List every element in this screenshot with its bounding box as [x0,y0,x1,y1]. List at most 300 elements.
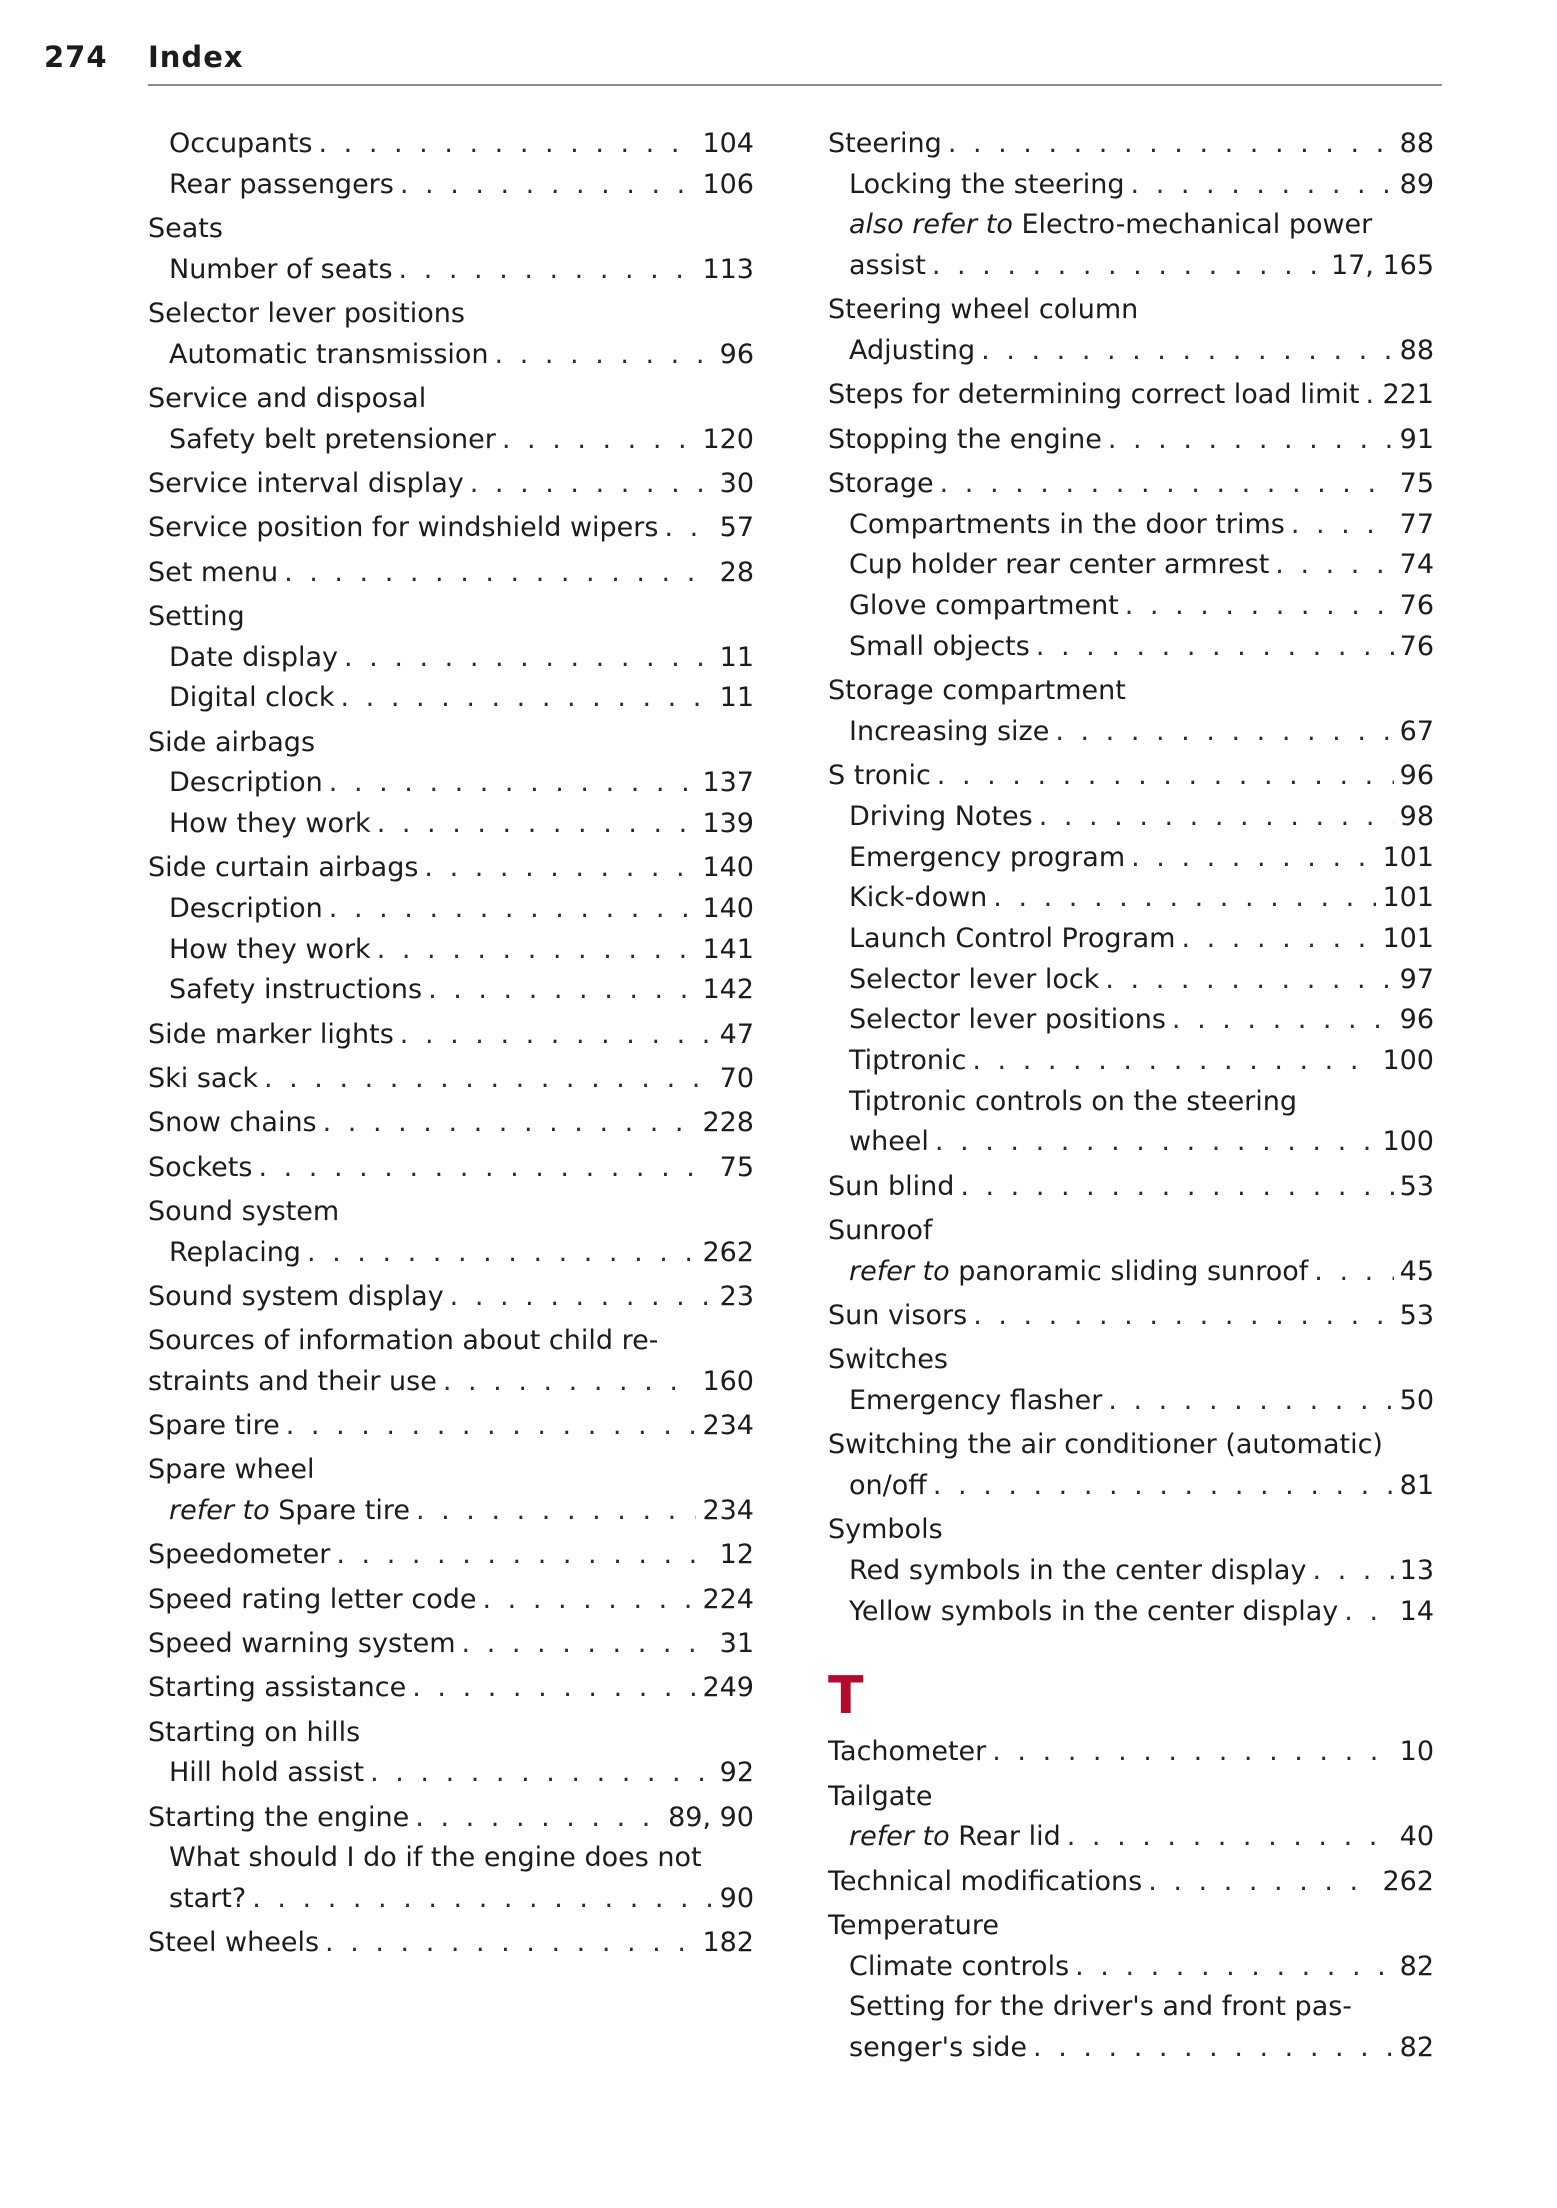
dot-leader [400,1015,714,1056]
index-term-text: Safety instructions [169,974,423,1006]
index-term-text: Electro-mechanical power [1021,209,1373,241]
index-term-text: Sun visors [828,1300,968,1332]
page-reference: 50 [1399,1385,1434,1417]
dot-leader [972,1041,1376,1082]
index-term-text: Hill hold assist [169,1757,365,1789]
index-entry [148,1535,754,1576]
index-term [148,1321,658,1362]
index-entry [148,723,754,764]
index-entry [828,756,1434,797]
index-subentry [828,1082,1434,1163]
index-term [148,379,426,420]
page-reference: 11 [719,641,754,673]
index-term [169,165,394,206]
index-term [169,420,496,461]
page-reference: 106 [702,168,754,200]
cross-reference-prefix: refer to [169,1495,270,1527]
index-entry [828,1732,1434,1773]
dot-leader [258,1148,713,1189]
index-term-text: Switches [828,1344,948,1376]
dot-leader [1365,375,1376,416]
page-reference: 77 [1399,508,1434,540]
index-term-text: Tailgate [828,1780,933,1812]
index-term [849,165,1125,206]
page-reference: 88 [1399,128,1434,159]
page-reference: 76 [1399,630,1434,662]
page-reference: 92 [719,1757,754,1789]
index-subentry [148,930,754,971]
page-reference: 140 [702,852,754,884]
dot-leader [973,1296,1393,1337]
page-reference: 100 [1382,1126,1434,1158]
page-reference: 224 [702,1583,754,1615]
page-reference: 82 [1399,1950,1434,1982]
index-subentry [148,420,754,461]
index-term-continuation: assist [849,250,926,282]
index-term [148,1798,409,1839]
index-term [828,1340,948,1381]
index-entry [148,209,754,250]
page-reference: 76 [1399,590,1434,622]
index-term [169,1753,364,1794]
index-term-text: Selector lever positions [849,1004,1166,1036]
index-entry [148,597,754,638]
index-entry [828,1425,1434,1506]
page-reference: 70 [719,1063,754,1094]
index-term-text: Sun blind [828,1170,955,1202]
index-term [148,553,278,594]
index-term [849,1987,1352,2028]
index-term [828,375,1359,416]
page-reference: 75 [1399,468,1434,499]
index-term-text: Side curtain airbags [148,852,419,884]
page-reference: 17, 165 [1330,250,1434,282]
index-term [828,1862,1142,1903]
index-term-text: Description [169,893,323,924]
cross-reference-prefix: also refer to [849,209,1013,241]
index-entry [148,1321,754,1402]
dot-leader [937,756,1394,797]
page-reference: 74 [1399,549,1434,581]
index-subentry [148,970,754,1011]
page-reference: 98 [1399,800,1434,832]
dot-leader [329,889,697,930]
index-entry [148,294,754,335]
index-term-text: Selector lever lock [849,963,1100,995]
index-entry [828,1906,1434,1947]
index-term-text: Small objects [849,630,1030,662]
index-term [849,919,1175,960]
index-term [148,597,245,638]
index-entry [148,1148,754,1189]
cross-reference-prefix: refer to [849,1821,950,1853]
page-reference: 96 [719,338,754,370]
index-term [849,838,1125,879]
index-term-text: Switching the air conditioner (automatic) [828,1429,1383,1461]
page-reference: 97 [1399,963,1434,995]
index-term [849,1381,1102,1422]
index-term-text: Steering wheel column [828,294,1139,326]
index-entry [148,1624,754,1665]
index-subentry [828,586,1434,627]
dot-leader [319,124,697,165]
dot-leader [992,1732,1393,1773]
page-reference: 89 [1399,168,1434,200]
index-term [828,1906,999,1947]
dot-leader [323,1103,697,1144]
index-subentry [828,627,1434,668]
index-term-text: Sound system display [148,1280,444,1312]
index-entry [148,1015,754,1056]
page-reference: 113 [702,253,754,285]
index-term-text: Setting for the driver's and front pas- [849,1991,1353,2023]
dot-leader [399,250,697,291]
index-entry [148,1192,754,1233]
page-reference: 101 [1382,841,1434,873]
index-term-continuation: straints and their use [148,1365,437,1397]
index-subentry [148,678,754,719]
page-reference: 10 [1399,1736,1434,1768]
index-term-text: Service and disposal [148,383,427,414]
index-entry [148,1923,754,1964]
dot-leader [412,1668,696,1709]
index-section-t [828,1732,1434,2068]
index-term [849,1947,1069,1988]
index-term-continuation: on/off [849,1470,927,1502]
index-term-text: Starting on hills [148,1716,361,1748]
index-term [148,1277,444,1318]
index-term-text: Tachometer [828,1736,987,1768]
index-entry [828,671,1434,712]
index-subentry [148,124,754,165]
page-reference: 120 [702,423,754,455]
index-term-text: Snow chains [148,1107,317,1139]
index-entry [148,508,754,549]
index-term-text: Rear passengers [169,168,394,200]
dot-leader [948,124,1394,165]
index-term-text: Temperature [828,1910,1000,1942]
dot-leader [370,1753,714,1794]
index-term [828,1510,943,1551]
index-term [828,124,942,165]
index-term-text: Steps for determining correct load limit [828,379,1360,411]
index-subentry [828,1947,1434,1988]
index-term-text: Climate controls [849,1950,1070,1982]
page-reference: 81 [1399,1470,1434,1502]
dot-leader [1181,919,1376,960]
page-reference: 14 [1399,1595,1434,1627]
index-term [849,797,1033,838]
index-term [849,878,987,919]
index-subentry [148,250,754,291]
index-subentry [828,1987,1434,2068]
dot-leader [1131,838,1376,879]
index-term [849,586,1119,627]
index-term-text: Sunroof [828,1215,933,1247]
page-reference: 11 [719,682,754,714]
index-term [849,545,1269,586]
dot-leader [1275,545,1393,586]
dot-leader [932,246,1325,287]
index-term [148,1148,252,1189]
page-reference: 228 [702,1107,754,1139]
dot-leader [416,1491,697,1532]
index-term [169,804,371,845]
page-number: 274 [44,40,108,74]
index-term [148,848,418,889]
index-subentry [828,960,1434,1001]
index-term-text: Sound system [148,1195,340,1227]
index-subentry [148,638,754,679]
index-term [828,290,1138,331]
page-reference: 53 [1399,1300,1434,1332]
index-term [169,763,323,804]
index-term [148,1580,476,1621]
dot-leader [1172,1000,1394,1041]
index-term-text: Storage [828,468,934,499]
index-term-text: Digital clock [169,682,335,714]
index-entry [148,1580,754,1621]
dot-leader [1291,505,1394,546]
index-term [849,1000,1166,1041]
index-term-text: Spare tire [148,1410,280,1442]
index-entry [148,1103,754,1144]
index-term [849,505,1285,546]
page-reference: 75 [719,1151,754,1183]
page-reference: 160 [702,1365,754,1397]
index-term-text: Tiptronic controls on the steering [849,1085,1298,1117]
index-subentry [828,878,1434,919]
page-reference: 140 [702,893,754,924]
index-term [828,464,934,505]
page-reference: 82 [1399,2032,1434,2064]
index-term [148,723,315,764]
index-term [169,889,323,930]
index-entry [148,848,754,889]
section-title: Index [148,40,244,74]
dot-leader [993,878,1376,919]
dot-leader [1105,960,1393,1001]
page-reference: 104 [702,128,754,159]
dot-leader [495,335,714,376]
index-term-text: Emergency program [849,841,1126,873]
index-term-text: How they work [169,808,371,839]
dot-leader [336,1535,713,1576]
index-term-text: Adjusting [849,335,976,367]
dot-leader [1108,420,1394,461]
index-term-text: Steering [828,128,942,159]
index-term [148,1923,319,1964]
index-entry [148,1713,754,1754]
index-term-text: What should I do if the engine does not [169,1842,702,1874]
page-reference: 28 [719,556,754,588]
page-reference: 262 [702,1236,754,1268]
page-header [44,40,1442,86]
dot-leader [325,1923,696,1964]
page-reference: 234 [702,1410,754,1442]
index-term [828,1211,932,1252]
index-subentry [828,838,1434,879]
page-reference: 40 [1399,1821,1434,1853]
index-entry [828,1862,1434,1903]
index-term-text: Spare wheel [148,1454,315,1486]
index-subentry [148,335,754,376]
index-entry [148,1406,754,1447]
dot-leader [1055,712,1393,753]
index-term-text: Technical modifications [828,1865,1143,1897]
dot-leader [415,1798,662,1839]
index-term-text: Locking the steering [849,168,1125,200]
index-term-text: Tiptronic [849,1045,967,1077]
index-term-text: Service interval display [148,468,464,499]
index-term-text: Stopping the engine [828,423,1102,455]
dot-leader [1033,2028,1394,2069]
index-entry [828,1296,1434,1337]
dot-leader [1125,586,1394,627]
page-reference: 139 [702,808,754,839]
index-column-left [148,124,754,1964]
index-term-text: Red symbols in the center display [849,1555,1307,1587]
dot-leader [344,638,714,679]
page-reference: 88 [1399,335,1434,367]
index-term [169,678,335,719]
index-subentry [148,804,754,845]
dot-leader [935,1122,1377,1163]
index-term [849,712,1049,753]
dot-leader [400,165,697,206]
dot-leader [1131,165,1394,206]
index-term [849,205,1372,246]
index-subentry [148,763,754,804]
index-entry [828,1777,1434,1818]
index-term-text: Cup holder rear center armrest [849,549,1270,581]
index-subentry [148,1838,754,1919]
index-subentry [828,1817,1434,1858]
index-entry [148,1798,754,1839]
page-reference: 101 [1382,922,1434,954]
index-term [828,1425,1383,1466]
index-term [169,1233,301,1274]
dot-leader [1036,627,1394,668]
index-term [169,1838,702,1879]
index-term [169,970,422,1011]
index-term [169,335,489,376]
index-subentry [828,205,1434,286]
index-term [849,627,1030,668]
index-entry [148,1277,754,1318]
dot-leader [428,970,696,1011]
index-term [828,1732,986,1773]
dot-leader [252,1879,713,1920]
dot-leader [377,804,697,845]
dot-leader [377,930,697,971]
page-reference: 262 [1382,1865,1434,1897]
page-reference: 249 [702,1672,754,1704]
index-term-text: Sockets [148,1151,253,1183]
dot-leader [462,1624,714,1665]
page-reference: 31 [719,1628,754,1660]
index-term [828,1777,932,1818]
dot-leader [482,1580,696,1621]
page-reference: 101 [1382,882,1434,914]
index-term-text: Increasing size [849,715,1050,747]
index-entry [828,420,1434,461]
dot-leader [664,508,713,549]
dot-leader [1067,1817,1394,1858]
index-term [148,294,465,335]
index-term-text: panoramic sliding sunroof [958,1255,1309,1287]
index-subentry [828,505,1434,546]
index-subentry [148,1233,754,1274]
dot-leader [307,1233,697,1274]
index-term [849,1592,1338,1633]
index-entry [828,1510,1434,1551]
index-column-right [828,124,1434,2069]
index-term-text: How they work [169,933,371,965]
index-term [148,1535,330,1576]
page-reference: 12 [719,1539,754,1571]
index-term-text: Side marker lights [148,1018,394,1050]
index-term [148,1624,456,1665]
index-term-text: Kick-down [849,882,988,914]
index-term [849,1817,1061,1858]
index-entry [828,290,1434,331]
index-section-s-continued [828,124,1434,1632]
dot-leader [960,1167,1393,1208]
index-term [148,1668,406,1709]
index-term [169,930,371,971]
index-term-text: Occupants [169,128,313,159]
page-reference: 23 [719,1280,754,1312]
page-reference: 100 [1382,1045,1434,1077]
dot-leader [1314,1252,1393,1293]
index-term [148,1450,314,1491]
index-term-text: Set menu [148,556,279,588]
index-term-text: Launch Control Program [849,922,1176,954]
dot-leader [470,464,714,505]
index-term [849,960,1099,1001]
index-term-text: Side airbags [148,726,316,758]
index-term-text: Steel wheels [148,1927,320,1959]
index-entry [148,1450,754,1491]
index-term [169,638,338,679]
index-term-text: Replacing [169,1236,301,1268]
index-term-text: Starting the engine [148,1801,410,1833]
index-term [148,464,464,505]
index-term [828,420,1102,461]
page-reference: 96 [1399,760,1434,792]
index-term-text: Setting [148,600,245,632]
index-term-text: Driving Notes [849,800,1033,832]
index-subentry [148,1753,754,1794]
dot-leader [1039,797,1394,838]
index-subentry [828,545,1434,586]
page-reference: 90 [719,1883,754,1915]
index-term-text: Description [169,767,323,799]
index-subentry [828,1041,1434,1082]
index-term-text: Starting assistance [148,1672,407,1704]
index-subentry [828,1000,1434,1041]
index-term-text: Selector lever positions [148,298,465,329]
index-entry [148,464,754,505]
dot-leader [1075,1947,1394,1988]
index-subentry [828,919,1434,960]
index-term [148,1406,280,1447]
index-entry [828,1167,1434,1208]
page-reference: 142 [702,974,754,1006]
dot-leader [450,1277,714,1318]
dot-leader [1148,1862,1376,1903]
